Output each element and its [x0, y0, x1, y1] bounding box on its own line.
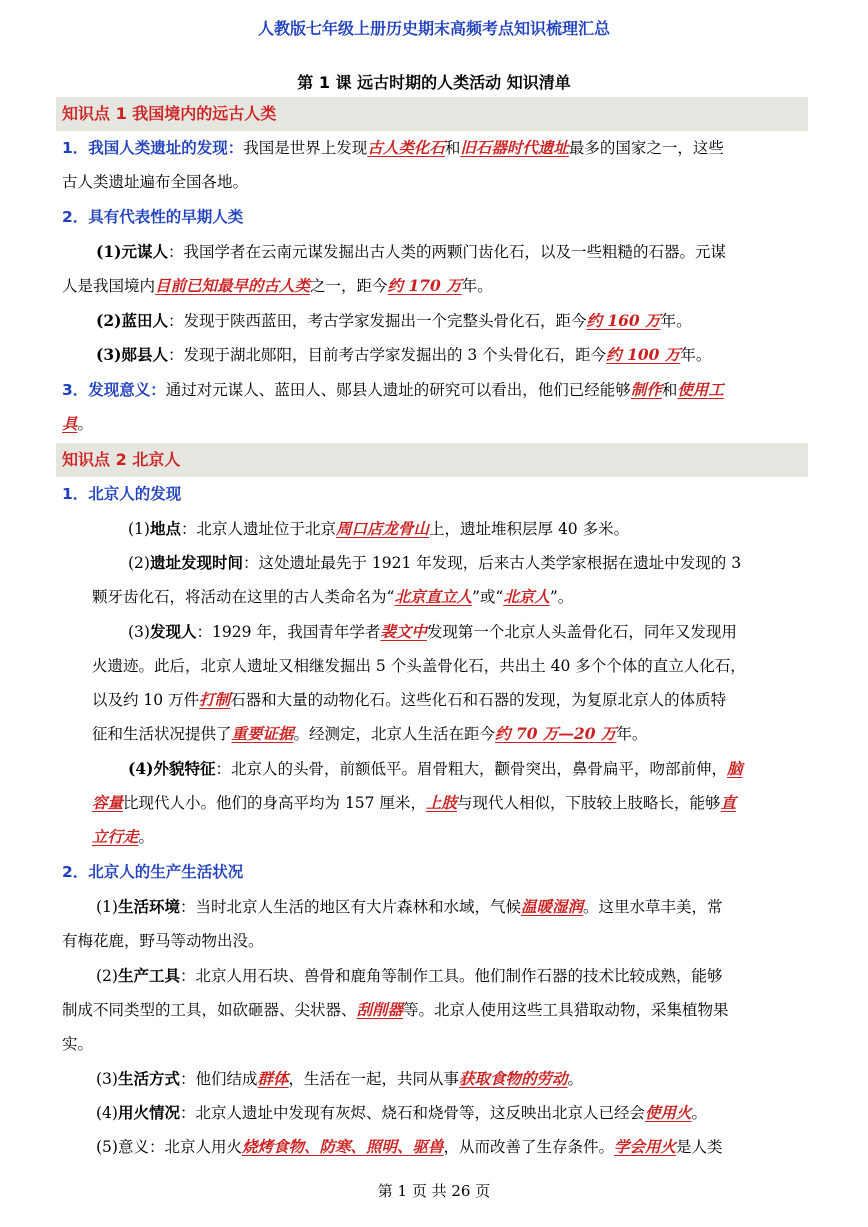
- text: 最多的国家之一，这些: [568, 139, 724, 157]
- kp1-section-3-line-2: [62, 409, 810, 439]
- text: 。: [567, 1070, 584, 1088]
- text: 年。: [660, 312, 692, 330]
- key-term: 使用工: [677, 380, 724, 399]
- fire-use-line: [96, 1098, 808, 1128]
- yuanmou-line-1: [96, 237, 808, 267]
- key-term: 周口店龙骨山: [336, 519, 430, 538]
- text: ：北京人的头骨，前额低平。眉骨粗大，颧骨突出，鼻骨扁平，吻部前伸，: [215, 760, 727, 778]
- text: 与现代人相似，下肢较上肢略长，能够: [456, 794, 721, 812]
- text: ：发现于湖北郧阳，目前考古学家发掘出的 3 个头骨化石，距今: [167, 346, 607, 364]
- key-term: 刮削器: [356, 1000, 404, 1019]
- item-number: (5): [96, 1138, 118, 1156]
- text: 年。: [680, 346, 712, 364]
- key-term: 约 70 万—20 万: [495, 724, 617, 743]
- discovery-time-line-1: [128, 548, 808, 578]
- text: 和: [661, 381, 678, 399]
- key-term: 北京人: [503, 587, 550, 606]
- tools-line-1: [96, 961, 808, 991]
- text: 颗牙齿化石，将活动在这里的古人类命名为“: [92, 588, 395, 606]
- key-term: 容量: [92, 793, 124, 812]
- text: ：发现于陕西蓝田，考古学家发掘出一个完整头骨化石，距今: [167, 312, 587, 330]
- document-title: 人教版七年级上册历史期末高频考点知识梳理汇总: [257, 19, 610, 38]
- knowledge-point-2-header: 知识点 2 北京人: [56, 443, 808, 477]
- item-label: 用火情况: [117, 1103, 180, 1122]
- section-heading: 2．具有代表性的早期人类: [62, 208, 244, 226]
- text: 之一，距今: [310, 277, 388, 295]
- discovery-time-line-2: [92, 582, 808, 612]
- text: 。: [77, 415, 94, 433]
- lesson-title: 第 1 课 远古时期的人类活动 知识清单: [297, 73, 571, 92]
- text: 上，遗址堆积层厚 40 多米。: [429, 520, 630, 538]
- key-term: 获取食物的劳动: [459, 1069, 568, 1088]
- item-number: (1): [96, 898, 118, 916]
- section-heading: 1．我国人类遗址的发现：: [62, 139, 244, 157]
- discoverer-line-3: [92, 685, 808, 715]
- discoverer-line-2: [92, 651, 808, 681]
- tools-line-2: [62, 995, 810, 1025]
- item-number: (4): [96, 1104, 118, 1122]
- text: ：北京人遗址位于北京: [180, 520, 336, 538]
- key-term: 群体: [257, 1069, 289, 1088]
- text: 。: [138, 828, 155, 846]
- text: 古人类遗址遍布全国各地。: [62, 173, 249, 191]
- text: ：当时北京人生活的地区有大片森林和水域，气候: [179, 898, 521, 916]
- text: 年。: [616, 725, 648, 743]
- yuanmou-line-2: [62, 271, 810, 301]
- text: 。: [691, 1104, 708, 1122]
- discoverer-line-4: [92, 719, 808, 749]
- section-heading: 2．北京人的生产生活状况: [62, 863, 244, 881]
- appearance-line-3: [92, 822, 808, 852]
- text: 。这里水草丰美，常: [583, 898, 723, 916]
- text: 以及约 10 万件: [92, 691, 200, 709]
- key-term: 温暖湿润: [521, 897, 584, 916]
- item-number: (2): [96, 967, 118, 985]
- appearance-line-2: [92, 788, 808, 818]
- environment-line-1: [96, 892, 808, 922]
- text: ：这处遗址最先于 1921 年发现，后来古人类学家根据在遗址中发现的 3: [242, 554, 742, 572]
- item-label: 生活环境: [117, 897, 180, 916]
- text: 制成不同类型的工具，如砍砸器、尖状器、: [62, 1001, 357, 1019]
- key-term: 旧石器时代遗址: [460, 138, 569, 157]
- text: ：我国学者在云南元谋发掘出古人类的两颗门齿化石，以及一些粗糙的石器。元谋: [167, 243, 726, 261]
- item-number: (3): [128, 623, 150, 641]
- item-number: (2): [128, 554, 150, 572]
- kp2-section-1-heading: [62, 479, 810, 509]
- key-term: 立行走: [92, 827, 139, 846]
- text: ”。: [549, 588, 574, 606]
- environment-line-2: [62, 926, 810, 956]
- kp1-section-3-line-1: [62, 375, 810, 405]
- text: 年。: [461, 277, 493, 295]
- item-label: (4)外貌特征: [128, 759, 216, 778]
- text: ”或“: [471, 588, 504, 606]
- kp2-section-2-heading: [62, 857, 810, 887]
- item-label: 发现人: [149, 622, 197, 641]
- key-term: 北京直立人: [394, 587, 472, 606]
- key-term: 直: [720, 793, 737, 812]
- text: 实。: [62, 1035, 94, 1053]
- kp1-section-2-heading: [62, 202, 810, 232]
- key-term: 约 170 万: [387, 276, 462, 295]
- text: 我国是世界上发现: [243, 139, 368, 157]
- text: 意义：北京人用火: [117, 1138, 242, 1156]
- key-term: 制作: [630, 380, 662, 399]
- text: ，从而改善了生存条件。: [443, 1138, 615, 1156]
- key-term: 裴文中: [380, 622, 427, 641]
- item-number: (3): [96, 1070, 118, 1088]
- text: ：北京人用石块、兽骨和鹿角等制作工具。他们制作石器的技术比较成熟，能够: [179, 967, 723, 985]
- text: 通过对元谋人、蓝田人、郧县人遗址的研究可以看出，他们已经能够: [165, 381, 631, 399]
- key-term: 目前已知最早的古人类: [155, 276, 311, 295]
- text: ：他们结成: [179, 1070, 258, 1088]
- item-label: 遗址发现时间: [149, 553, 243, 572]
- kp1-section-1-line-1: [62, 133, 810, 163]
- location-line: [128, 514, 808, 544]
- key-term: 打制: [199, 690, 231, 709]
- key-term: 约 160 万: [586, 311, 661, 330]
- kp1-section-1-line-2: [62, 167, 810, 197]
- text: 。经测定，北京人生活在距今: [293, 725, 496, 743]
- item-label: 生产工具: [117, 966, 180, 985]
- key-term: 重要证据: [231, 724, 294, 743]
- knowledge-point-1-header: 知识点 1 我国境内的远古人类: [56, 97, 808, 131]
- lantian-line: [96, 306, 808, 336]
- item-label: 地点: [149, 519, 181, 538]
- page-footer: 第 1 页 共 26 页: [377, 1182, 491, 1200]
- text: ，生活在一起，共同从事: [288, 1070, 460, 1088]
- section-heading: 1．北京人的发现: [62, 485, 182, 503]
- item-number: (1): [128, 520, 150, 538]
- key-term: 古人类化石: [367, 138, 445, 157]
- appearance-line-1: [128, 754, 808, 784]
- text: 发现第一个北京人头盖骨化石，同年又发现用: [426, 623, 737, 641]
- significance-line: [96, 1132, 808, 1162]
- key-term: 上肢: [425, 793, 457, 812]
- key-term: 约 100 万: [606, 345, 681, 364]
- text: 人是我国境内: [62, 277, 156, 295]
- key-term: 脑: [726, 759, 743, 778]
- item-label: (2)蓝田人: [96, 311, 168, 330]
- item-label: 生活方式: [117, 1069, 180, 1088]
- text: 等。北京人使用这些工具猎取动物，采集植物果: [403, 1001, 729, 1019]
- key-term: 具: [62, 414, 78, 433]
- item-label: (3)郧县人: [96, 345, 168, 364]
- key-term: 烧烤食物、防寒、照明、驱兽: [241, 1137, 444, 1156]
- text: 比现代人小。他们的身高平均为 157 厘米，: [123, 794, 426, 812]
- yunxian-line: [96, 340, 808, 370]
- text: ：北京人遗址中发现有灰烬、烧石和烧骨等，这反映出北京人已经会: [179, 1104, 645, 1122]
- text: ：1929 年，我国青年学者: [196, 623, 381, 641]
- text: 石器和大量的动物化石。这些化石和石器的发现，为复原北京人的体质特: [230, 691, 727, 709]
- key-term: 使用火: [645, 1103, 692, 1122]
- text: 火遗迹。此后，北京人遗址又相继发掘出 5 个头盖骨化石，共出土 40 多个个体的直立人化石，: [92, 657, 746, 675]
- discoverer-line-1: [128, 617, 808, 647]
- text: 是人类: [676, 1138, 723, 1156]
- text: 和: [444, 139, 461, 157]
- key-term: 学会用火: [614, 1137, 677, 1156]
- text: 征和生活状况提供了: [92, 725, 232, 743]
- tools-line-3: [62, 1029, 810, 1059]
- text: 有梅花鹿，野马等动物出没。: [62, 932, 264, 950]
- lifestyle-line: [96, 1064, 808, 1094]
- section-heading: 3．发现意义：: [62, 381, 166, 399]
- item-label: (1)元谋人: [96, 242, 168, 261]
